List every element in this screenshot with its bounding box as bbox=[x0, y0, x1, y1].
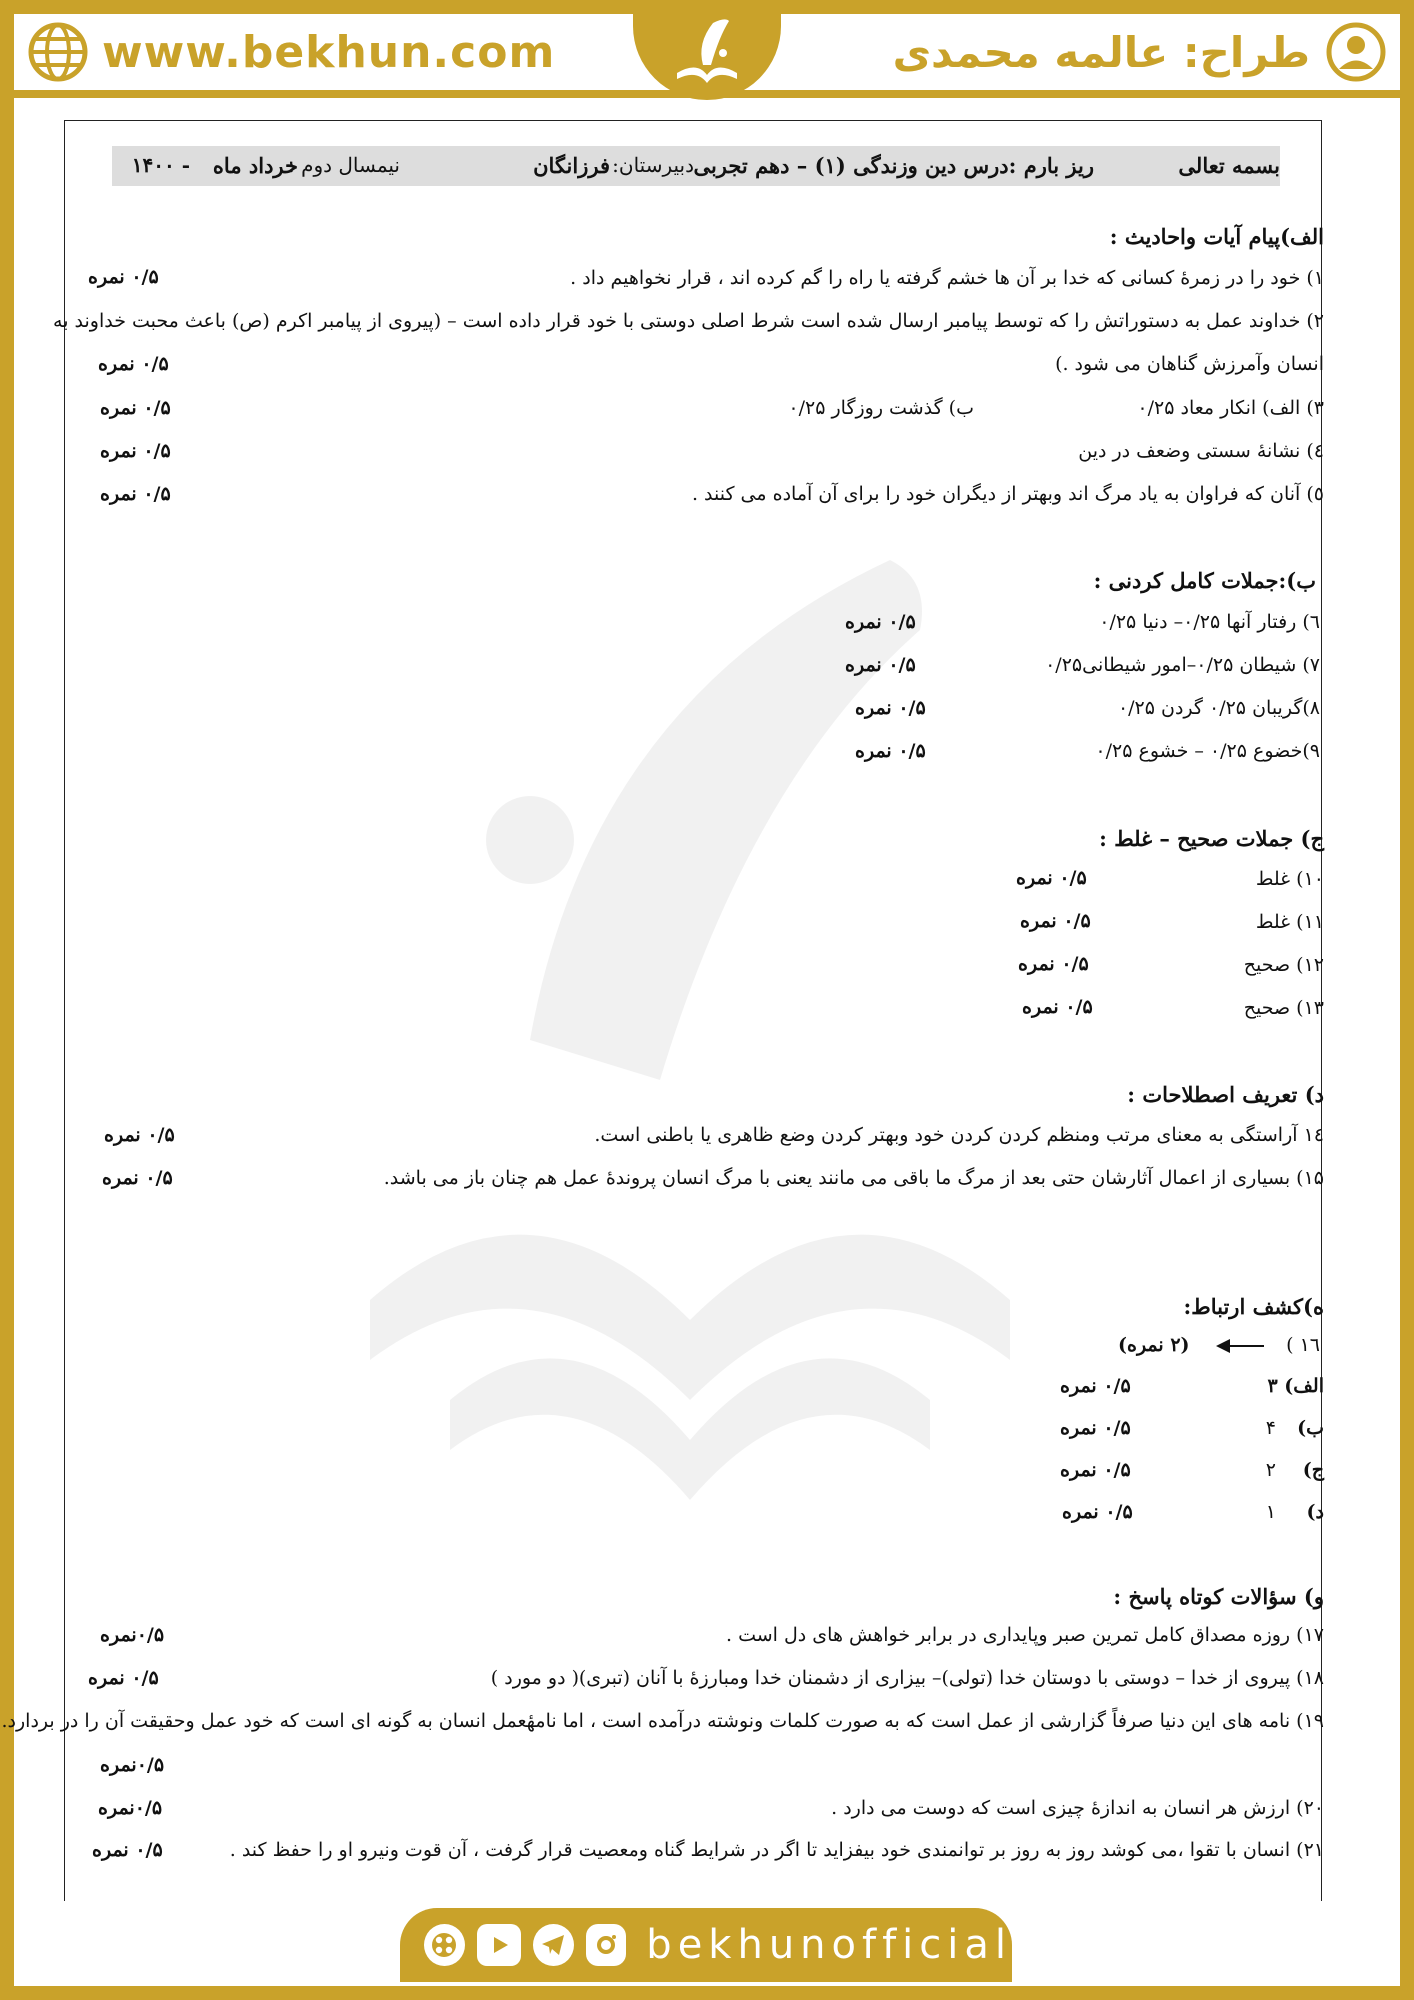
score-9: ۰/۵ نمره bbox=[855, 740, 926, 762]
section-v-title: و) سؤالات کوتاه پاسخ : bbox=[1113, 1584, 1324, 1609]
play-glyph-icon bbox=[484, 1933, 514, 1957]
answer-7: ۷) شیطان ۰/۲۵–امور شیطانی۰/۲۵ bbox=[1045, 654, 1320, 676]
answer-2a: ۲) خداوند عمل به دستوراتش را که توسط پیامبر ارسال شده است شرط اصلی دوستی با خود قرار داده است – (پیروی از پیامبر اکرم (ص) باعث محبت خداوند به bbox=[53, 310, 1324, 332]
score-10: ۰/۵ نمره bbox=[1016, 867, 1087, 889]
answer-13: ۱۳) صحیح bbox=[1243, 997, 1324, 1019]
section-d-title: د) تعریف اصطلاحات : bbox=[1127, 1082, 1324, 1107]
answer-20: ۲۰) ارزش هر انسان به اندازهٔ چیزی است که دوست می دارد . bbox=[831, 1797, 1324, 1819]
answer-12: ۱۲) صحیح bbox=[1243, 954, 1324, 976]
telegram-icon[interactable] bbox=[533, 1924, 574, 1966]
match-d-score: ۰/۵ نمره bbox=[1062, 1501, 1133, 1523]
score-16: (۲ نمره) bbox=[1118, 1334, 1190, 1356]
site-url: www.bekhun.com bbox=[102, 26, 556, 78]
match-c: ج) bbox=[1302, 1459, 1324, 1481]
score-13: ۰/۵ نمره bbox=[1022, 996, 1093, 1018]
answer-9: ۹)خضوع ۰/۲۵ – خشوع ۰/۲۵ bbox=[1095, 740, 1320, 762]
match-c-score: ۰/۵ نمره bbox=[1060, 1459, 1131, 1481]
section-h-title: ه)کشف ارتباط: bbox=[1183, 1294, 1324, 1319]
answer-10: ۱۰) غلط bbox=[1255, 868, 1324, 890]
globe-icon bbox=[28, 22, 88, 82]
score-4: ۰/۵ نمره bbox=[100, 440, 171, 462]
book-leaf-logo-icon bbox=[667, 13, 747, 87]
answer-5: ٥) آنان که فراوان به یاد مرگ اند وبهتر از دیگران خود را برای آن آماده می کنند . bbox=[691, 483, 1324, 505]
user-icon bbox=[1326, 22, 1386, 82]
score-11: ۰/۵ نمره bbox=[1020, 910, 1091, 932]
exam-info-row bbox=[112, 146, 1280, 186]
answer-19: ۱۹) نامه های این دنیا صرفاً گزارشی از عمل است که به صورت کلمات ونوشته درآمده است ، اما نامهٔعمل انسان به گونه ای است که خود عمل وحقیقت آن را در بردارد. bbox=[1, 1710, 1324, 1732]
aparat-glyph-icon bbox=[428, 1929, 460, 1961]
score-2: ۰/۵ نمره bbox=[98, 353, 169, 375]
answer-16: ۱٦ ) bbox=[1286, 1334, 1320, 1356]
score-1: ۰/۵ نمره bbox=[88, 266, 159, 288]
answer-8: ۸)گریبان ۰/۲۵ گردن ۰/۲۵ bbox=[1117, 697, 1320, 719]
section-c-title: ج) جملات صحیح – غلط : bbox=[1099, 826, 1324, 851]
score-20: ۰/۵نمره bbox=[98, 1797, 163, 1819]
score-21: ۰/۵ نمره bbox=[92, 1839, 163, 1861]
social-footer bbox=[400, 1908, 1012, 1982]
score-7: ۰/۵ نمره bbox=[845, 654, 916, 676]
match-b-value: ۴ bbox=[1265, 1417, 1276, 1439]
score-14: ۰/۵ نمره bbox=[104, 1124, 175, 1146]
youtube-icon[interactable] bbox=[477, 1924, 521, 1966]
logo bbox=[633, 0, 781, 100]
paper-plane-icon bbox=[539, 1931, 567, 1959]
answer-2b: انسان وآمرزش گناهان می شود .) bbox=[1055, 353, 1324, 375]
score-8: ۰/۵ نمره bbox=[855, 697, 926, 719]
top-banner bbox=[14, 14, 1400, 98]
author-block bbox=[893, 20, 1386, 84]
section-a-title: الف)پیام آیات واحادیث : bbox=[1109, 224, 1324, 249]
answer-1: ۱) خود را در زمرهٔ کسانی که خدا بر آن ها خشم گرفته یا راه را گم کرده اند ، قرار نخواهیم داد . bbox=[570, 267, 1324, 289]
match-d: د) bbox=[1306, 1501, 1324, 1523]
school-label: دبیرستان: bbox=[612, 153, 694, 177]
score-17: ۰/۵نمره bbox=[100, 1624, 165, 1646]
score-6: ۰/۵ نمره bbox=[845, 611, 916, 633]
answer-21: ۲۱) انسان با تقوا ،می کوشد روز به روز بر توانمندی خود بیفزاید تا اگر در شرایط گناه ومعصیت قرار گرفت ، آن قوت ونیرو او را حفظ کند . bbox=[229, 1839, 1324, 1861]
score-5: ۰/۵ نمره bbox=[100, 483, 171, 505]
match-c-value: ۲ bbox=[1265, 1459, 1276, 1481]
answer-6: ٦) رفتار آنها ۰/۲۵– دنیا ۰/۲۵ bbox=[1099, 611, 1320, 633]
answer-14: ١٤ آراستگی به معنای مرتب ومنظم کردن کردن خود وبهتر کردن وضع ظاهری یا باطنی است. bbox=[594, 1124, 1324, 1146]
match-a-score: ۰/۵ نمره bbox=[1060, 1375, 1131, 1397]
score-12: ۰/۵ نمره bbox=[1018, 953, 1089, 975]
camera-glyph-icon bbox=[591, 1930, 621, 1960]
exam-year: - ۱۴۰۰ bbox=[131, 153, 190, 177]
score-3: ۰/۵ نمره bbox=[100, 397, 171, 419]
answer-15: ۱۵) بسیاری از اعمال آثارشان حتی بعد از مرگ ما باقی می مانند یعنی با مرگ انسان پروندهٔ عمل هم چنان باز می باشد. bbox=[383, 1167, 1324, 1189]
match-b: ب) bbox=[1297, 1417, 1324, 1439]
aparat-icon[interactable] bbox=[424, 1924, 465, 1966]
answer-3a: ۳) الف) انکار معاد ۰/۲۵ bbox=[1137, 397, 1324, 419]
score-18: ۰/۵ نمره bbox=[88, 1667, 159, 1689]
social-handle[interactable]: bekhunofficial bbox=[646, 1922, 1012, 1968]
match-d-value: ۱ bbox=[1265, 1501, 1276, 1523]
answer-18-note: ( دو مورد ) bbox=[490, 1667, 579, 1689]
answer-4: ٤) نشانهٔ سستی وضعف در دین bbox=[1078, 440, 1324, 462]
site-link[interactable] bbox=[28, 20, 555, 84]
answer-18: ۱۸) پیروی از خدا – دوستی با دوستان خدا (تولی)– بیزاری از دشمنان خدا ومبارزهٔ با آنان (تبری) bbox=[578, 1667, 1324, 1689]
exam-month: خرداد ماه bbox=[212, 153, 298, 178]
score-15: ۰/۵ نمره bbox=[102, 1167, 173, 1189]
answer-17: ۱۷) روزه مصداق کامل تمرین صبر وپایداری در برابر خواهش های دل است . bbox=[726, 1624, 1324, 1646]
author-name: طراح: عالمه محمدی bbox=[892, 27, 1310, 77]
match-b-score: ۰/۵ نمره bbox=[1060, 1417, 1131, 1439]
score-19: ۰/۵نمره bbox=[100, 1754, 165, 1776]
answer-3b: ب) گذشت روزگار ۰/۲۵ bbox=[788, 397, 974, 419]
school-name: فرزانگان bbox=[533, 153, 610, 178]
arrow-left-icon bbox=[1216, 1336, 1264, 1356]
basmala: بسمه تعالی bbox=[1178, 153, 1280, 178]
match-a: الف) ۳ bbox=[1267, 1375, 1324, 1397]
section-b-title: ب):جملات کامل کردنی : bbox=[1093, 568, 1316, 593]
term-label: نیمسال دوم : bbox=[287, 153, 400, 177]
instagram-icon[interactable] bbox=[586, 1924, 627, 1966]
answer-11: ۱۱) غلط bbox=[1255, 911, 1324, 933]
exam-title: ریز بارم :درس دین وزندگی (۱) – دهم تجربی bbox=[693, 153, 1094, 178]
